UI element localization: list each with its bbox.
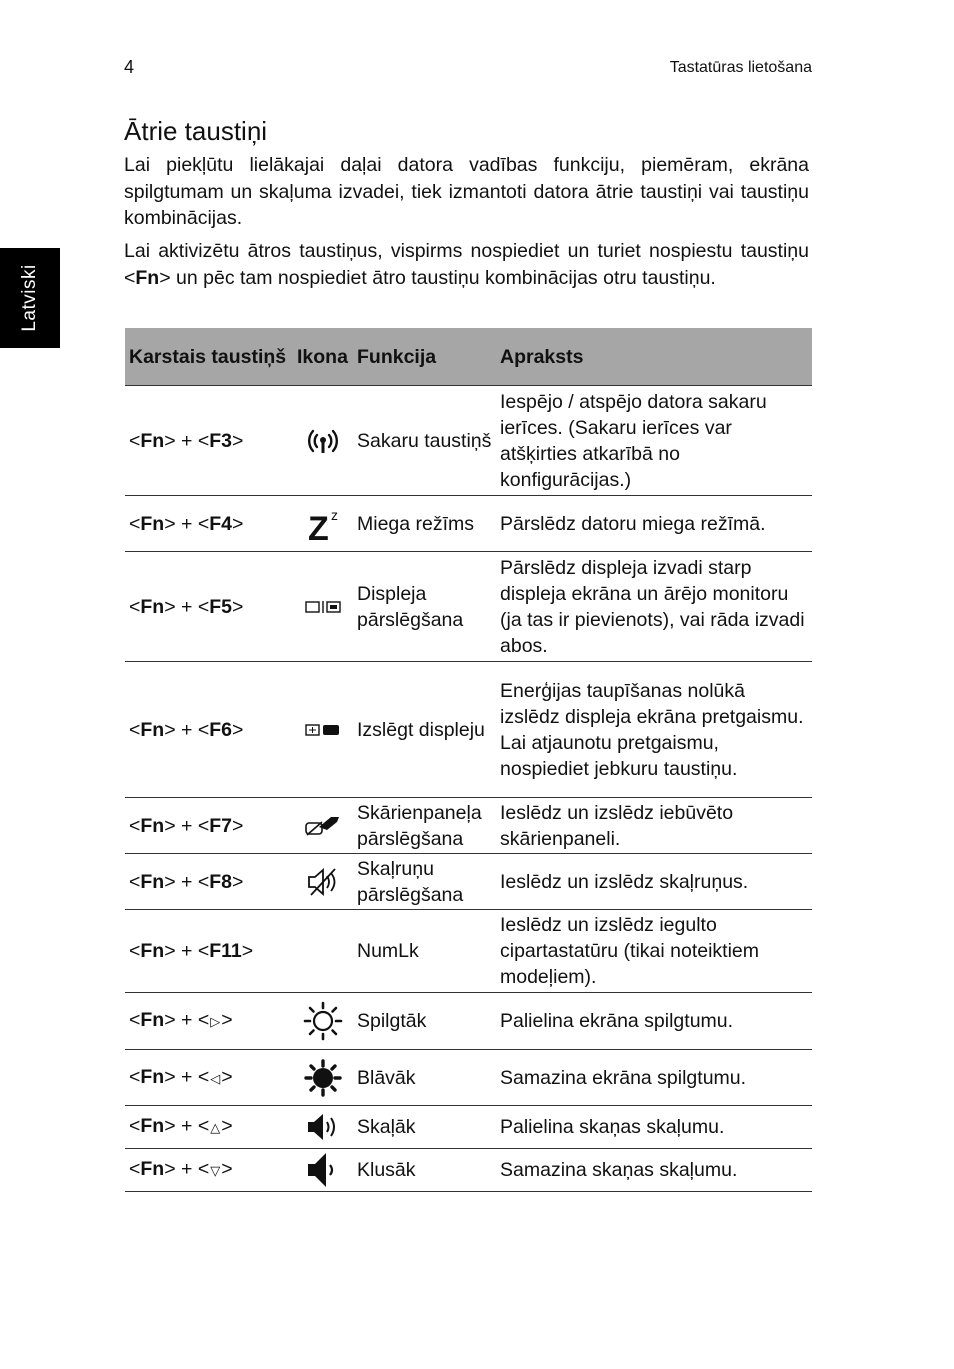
hotkey-cell: <Fn> + <▷>: [125, 993, 293, 1050]
svg-text:z: z: [331, 506, 338, 523]
function-cell: Sakaru taustiņš: [353, 386, 496, 496]
function-cell: Miega režīms: [353, 496, 496, 552]
arrow-key: ◁: [210, 1070, 221, 1086]
icon-cell: [293, 993, 353, 1050]
hotkey-cell: <Fn> + <F4>: [125, 496, 293, 552]
sleep-icon: [303, 506, 343, 544]
activation-text-end: > un pēc tam nospiediet ātro taustiņu kombinācijas otru taustiņu.: [159, 266, 716, 289]
description-cell: Ieslēdz un izslēdz skaļruņus.: [496, 854, 812, 910]
description-cell: Samazina ekrāna spilgtumu.: [496, 1050, 812, 1106]
hotkey-cell: <Fn> + <F11>: [125, 910, 293, 993]
fn-key: Fn: [140, 512, 165, 535]
table-row: [125, 1106, 812, 1149]
function-cell: Skārienpaneļa pārslēgšana: [353, 798, 496, 854]
table-header-row: [125, 328, 812, 386]
arrow-key: △: [210, 1120, 221, 1135]
header-description: Apraksts: [496, 328, 812, 386]
function-key: F4: [209, 512, 232, 535]
table-row: [125, 552, 812, 662]
speaker-mute-icon: [305, 870, 341, 892]
table-row: [125, 1149, 812, 1192]
fn-key: Fn: [140, 940, 165, 962]
function-key: F5: [209, 595, 232, 618]
hotkey-cell: <Fn> + <F8>: [125, 854, 293, 910]
fn-key: Fn: [140, 814, 165, 837]
function-cell: Blāvāk: [353, 1050, 496, 1106]
icon-cell: [293, 854, 353, 910]
hotkey-cell: <Fn> + <F6>: [125, 662, 293, 798]
fn-key: Fn: [140, 1158, 165, 1180]
icon-cell: [293, 1106, 353, 1149]
description-cell: Palielina ekrāna spilgtumu.: [496, 993, 812, 1050]
function-cell: NumLk: [353, 910, 496, 993]
icon-cell: [293, 496, 353, 552]
table-row: [125, 386, 812, 496]
fn-key: Fn: [140, 1009, 165, 1031]
table-row: [125, 910, 812, 993]
table-row: [125, 993, 812, 1050]
header-icon: Ikona: [293, 328, 353, 386]
page-number: 4: [124, 57, 135, 77]
touchpad-toggle-icon: [303, 815, 343, 837]
function-cell: Izslēgt displeju: [353, 662, 496, 798]
description-cell: Ieslēdz un izslēdz iegulto cipartastatūru (tikai noteiktiem modeļiem).: [496, 910, 812, 993]
table-row: [125, 854, 812, 910]
fn-key: Fn: [140, 1115, 165, 1137]
language-label: Latviski: [19, 264, 40, 332]
fn-key: Fn: [140, 429, 165, 452]
svg-text:Z: Z: [308, 509, 329, 544]
brightness-down-icon: [303, 1066, 343, 1088]
function-key: F11: [209, 940, 242, 962]
function-key: F8: [209, 870, 232, 893]
hotkey-cell: <Fn> + <◁>: [125, 1050, 293, 1106]
hotkey-cell: <Fn> + <▽>: [125, 1149, 293, 1192]
hotkey-cell: <Fn> + <F7>: [125, 798, 293, 854]
display-toggle-icon: [304, 596, 342, 618]
running-header: Tastatūras lietošana: [669, 59, 812, 76]
table-row: [125, 1050, 812, 1106]
description-cell: Pārslēdz datoru miega režīmā.: [496, 496, 812, 552]
hotkey-cell: <Fn> + <F5>: [125, 552, 293, 662]
function-key: F3: [209, 429, 232, 452]
volume-down-icon: [305, 1158, 341, 1180]
intro-paragraph: Lai piekļūtu lielākajai daļai datora vadības funkciju, piemēram, ekrāna spilgtumam un skaļuma izvadei, tiek izmantoti datora ātrie taustiņi vai taustiņu kombinācijas.: [124, 154, 809, 229]
icon-cell: [293, 386, 353, 496]
function-cell: Displeja pārslēgšana: [353, 552, 496, 662]
section-title: Ātrie taustiņi: [124, 116, 268, 146]
header-function: Funkcija: [353, 328, 496, 386]
arrow-key: ▽: [210, 1163, 221, 1178]
display-off-icon: [304, 719, 342, 741]
fn-key: Fn: [140, 1065, 165, 1088]
fn-key: Fn: [140, 718, 165, 741]
fn-key: Fn: [140, 595, 165, 618]
icon-cell: [293, 1050, 353, 1106]
description-cell: Iespējo / atspējo datora sakaru ierīces. (Sakaru ierīces var atšķirties atkarībā no konfigurācijas.): [496, 386, 812, 496]
activation-text-start: Lai aktivizētu ātros taustiņus, vispirms nospiediet un turiet nospiestu taustiņu <: [124, 240, 809, 289]
wireless-icon: [303, 429, 343, 451]
table-row: [125, 798, 812, 854]
description-cell: Ieslēdz un izslēdz iebūvēto skārienpaneli.: [496, 798, 812, 854]
table-row: [125, 496, 812, 552]
icon-cell: [293, 662, 353, 798]
icon-cell: [293, 910, 353, 993]
hotkey-cell: <Fn> + <△>: [125, 1106, 293, 1149]
icon-cell: [293, 1149, 353, 1192]
fn-key-inline: Fn: [135, 266, 160, 289]
hotkeys-table: [125, 328, 812, 1192]
function-cell: Skaļruņu pārslēgšana: [353, 854, 496, 910]
icon-cell: [293, 798, 353, 854]
function-cell: Klusāk: [353, 1149, 496, 1192]
fn-key: Fn: [140, 870, 165, 893]
brightness-up-icon: [303, 1009, 343, 1031]
description-cell: Enerģijas taupīšanas nolūkā izslēdz displeja ekrāna pretgaismu. Lai atjaunotu pretgaismu, nospiediet jebkuru taustiņu.: [496, 662, 812, 798]
description-cell: Palielina skaņas skaļumu.: [496, 1106, 812, 1149]
description-cell: Samazina skaņas skaļumu.: [496, 1149, 812, 1192]
volume-up-icon: [305, 1115, 341, 1137]
function-cell: Spilgtāk: [353, 993, 496, 1050]
function-cell: Skaļāk: [353, 1106, 496, 1149]
function-key: F6: [209, 718, 232, 741]
function-key: F7: [209, 814, 232, 837]
table-row: [125, 662, 812, 798]
activation-paragraph: [124, 238, 809, 291]
arrow-key: ▷: [210, 1014, 221, 1029]
description-cell: Pārslēdz displeja izvadi starp displeja ekrāna un ārējo monitoru (ja tas ir pievienots), vai rāda izvadi abos.: [496, 552, 812, 662]
header-hotkey: Karstais taustiņš: [125, 328, 293, 386]
language-side-tab: [0, 248, 60, 348]
icon-cell: [293, 552, 353, 662]
hotkey-cell: <Fn> + <F3>: [125, 386, 293, 496]
